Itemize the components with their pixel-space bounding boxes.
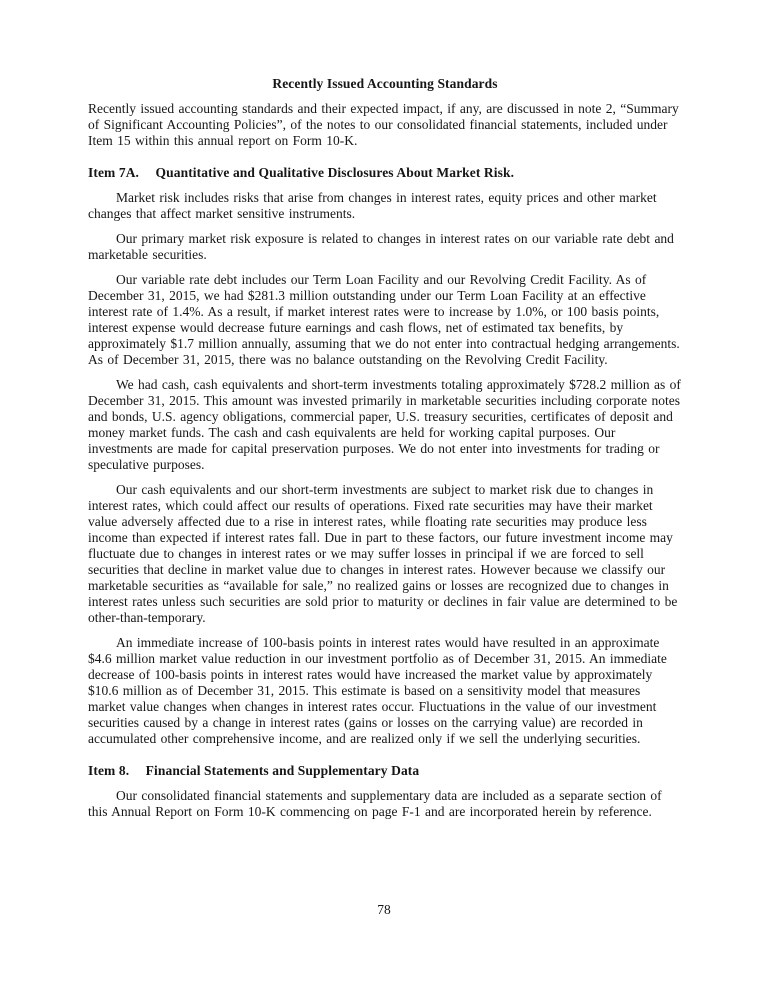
paragraph-sensitivity-analysis: An immediate increase of 100-basis points in interest rates would have resulted in an approximate $4.6 million market value reduction in our investment portfolio as of December 31, 2015. An immediate decrease of 100-basis points in interest rates would have increased the market value by approximately $10.6 million as of December 31, 2015. This estimate is based on a sensitivity model that measures market value changes when changes in interest rates occur. Fluctuations in the value of our investment securities caused by a change in interest rates (gains or losses on the carrying value) are recorded in accumulated other comprehensive income, and are realized only if we sell the underlying securities. [88, 635, 667, 746]
paragraph-interest-rate-risk: Our cash equivalents and our short-term investments are subject to market risk due to changes in interest rates, which could affect our results of operations. Fixed rate securities may have their market value adversely affected due to a rise in interest rates, while floating rate securities may produce less income than expected if interest rates fall. Due in part to these factors, our future investment income may fluctuate due to changes in interest rates or we may suffer losses in principal if we are forced to sell securities that decline in market value due to changes in interest rates. However because we classify our marketable securities as “available for sale,” no realized gains or losses are recognized due to changes in interest rates unless such securities are sold prior to maturity or declines in fair value are determined to be other-than-temporary. [88, 482, 678, 625]
item-8-label: Item 8. [88, 763, 130, 778]
item-8-title: Financial Statements and Supplementary Data [145, 763, 420, 778]
page-footer [0, 901, 768, 919]
paragraph-cash-equivalents: We had cash, cash equivalents and short-term investments totaling approximately $728.2 million as of December 31, 2015. This amount was invested primarily in marketable securities including corporate notes and bonds, U.S. agency obligations, commercial paper, U.S. treasury securities, certificates of deposit and money market funds. The cash and cash equivalents are held for working capital purposes. Our investments are made for capital preservation purposes. We do not enter into investments for trading or speculative purposes. [88, 377, 681, 472]
paragraph-market-risk-overview: Market risk includes risks that arise from changes in interest rates, equity prices and other market changes that affect market sensitive instruments. [88, 190, 657, 221]
paragraph-accounting-standards: Recently issued accounting standards and their expected impact, if any, are discussed in note 2, “Summary of Significant Accounting Policies”, of the notes to our consolidated financial statements, included under Item 15 within this annual report on Form 10-K. [88, 101, 679, 148]
paragraph-primary-market-risk: Our primary market risk exposure is related to changes in interest rates on our variable rate debt and marketable securities. [88, 231, 674, 262]
section-heading-recently-issued-accounting-standards: Recently Issued Accounting Standards [272, 76, 498, 91]
item-8-heading [88, 763, 682, 779]
page-number: 78 [377, 902, 391, 917]
item-7a-title: Quantitative and Qualitative Disclosures About Market Risk. [155, 165, 515, 180]
paragraph-financial-statements-reference: Our consolidated financial statements and supplementary data are included as a separate section of this Annual Report on Form 10-K commencing on page F-1 and are incorporated herein by reference. [88, 788, 662, 819]
item-7a-heading [88, 165, 682, 181]
paragraph-variable-rate-debt: Our variable rate debt includes our Term Loan Facility and our Revolving Credit Facility. As of December 31, 2015, we had $281.3 million outstanding under our Term Loan Facility at an effective interest rate of 1.4%. As a result, if market interest rates were to increase by 1.0%, or 100 basis points, interest expense would decrease future earnings and cash flows, net of estimated tax benefits, by approximately $1.7 million annually, assuming that we do not enter into contractual hedging arrangements. As of December 31, 2015, there was no balance outstanding on the Revolving Credit Facility. [88, 272, 680, 367]
page-content [88, 0, 682, 820]
item-7a-label: Item 7A. [88, 165, 140, 180]
